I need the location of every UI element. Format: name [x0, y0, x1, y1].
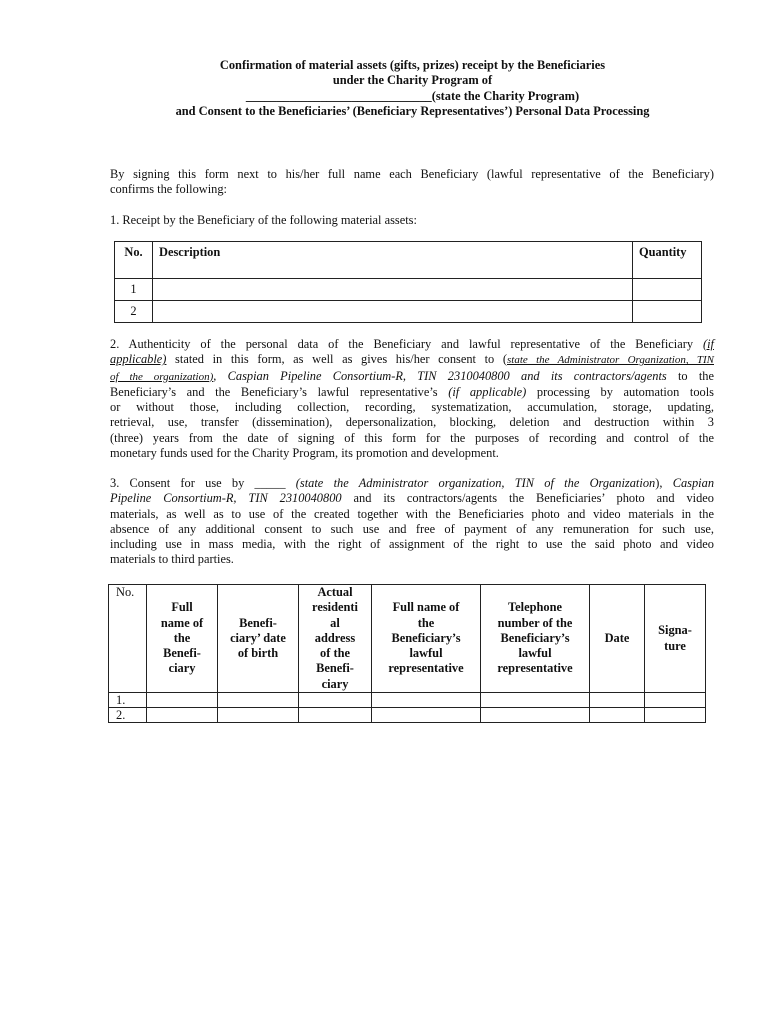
title-line-2: under the Charity Program of: [332, 73, 493, 88]
item-3-paragraph: 3. Consent for use by _____ (state the Administrator organization, TIN of the Organization), Caspian Pipeline Consortium-R, TIN 2310040800 and its contractors/agents the Beneficiaries’ photo and video materials, as well as to use of the created together with the Beneficiaries photo and video materials in the absence of any additional consent to such use and free of payment of any remuneration for such use, including use in mass media, with the right of assignment of the right to use the said photo and video materials to third parties.: [110, 476, 715, 567]
title-line-3: ______________________________(state the Charity Program): [245, 88, 580, 103]
col-description: Description: [153, 242, 633, 279]
full-name-cell[interactable]: [147, 693, 218, 708]
document-title: [110, 58, 715, 120]
row-number: 2.: [109, 708, 147, 723]
date-cell[interactable]: [590, 693, 645, 708]
col-signature: Signa- ture: [645, 585, 706, 693]
item-2-paragraph: 2. Authenticity of the personal data of the Beneficiary and lawful representative of the Beneficiary (if applicable) stated in this form, as well as gives his/her consent to (state the Administrator Organization, TIN of the organization), Caspian Pipeline Consortium-R, TIN 2310040800 and its contractors/agents to the Beneficiary’s and the Beneficiary’s lawful representative’s (if applicable) processing by automation tools or without those, including collection, recording, systematization, accumulation, storage, updating, retrieval, use, transfer (dissemination), depersonalization, blocking, deletion and destruction within 3 (three) years from the date of signing of this form for the purposes of recording and control of the monetary funds used for the Charity Program, its promotion and development.: [110, 337, 714, 461]
col-representative-name: Full name of the Beneficiary’s lawful representative: [372, 585, 481, 693]
col-date-of-birth: Benefi- ciary’ date of birth: [218, 585, 299, 693]
title-line-4: and Consent to the Beneficiaries’ (Beneficiary Representatives’) Personal Data Processing: [175, 104, 650, 119]
col-no: No.: [109, 585, 147, 693]
row-number: 1: [115, 279, 153, 301]
col-date: Date: [590, 585, 645, 693]
signature-cell[interactable]: [645, 708, 706, 723]
col-full-name: Full name of the Benefi- ciary: [147, 585, 218, 693]
intro-paragraph: By signing this form next to his/her full name each Beneficiary (lawful representative of the Beneficiary) confirms the following:: [110, 167, 714, 197]
address-cell[interactable]: [299, 693, 372, 708]
signature-cell[interactable]: [645, 693, 706, 708]
address-cell[interactable]: [299, 708, 372, 723]
beneficiary-table: [108, 584, 706, 723]
description-cell[interactable]: [153, 279, 633, 301]
date-of-birth-cell[interactable]: [218, 693, 299, 708]
col-address: Actual residenti al address of the Benefi- ciary: [299, 585, 372, 693]
quantity-cell[interactable]: [633, 301, 702, 323]
col-quantity: Quantity: [633, 242, 702, 279]
assets-table-header: [115, 242, 702, 279]
table-row: [109, 693, 706, 708]
quantity-cell[interactable]: [633, 279, 702, 301]
table-row: [115, 279, 702, 301]
representative-phone-cell[interactable]: [481, 708, 590, 723]
full-name-cell[interactable]: [147, 708, 218, 723]
row-number: 2: [115, 301, 153, 323]
description-cell[interactable]: [153, 301, 633, 323]
item-1-heading: 1. Receipt by the Beneficiary of the following material assets:: [110, 213, 417, 227]
title-line-1: Confirmation of material assets (gifts, prizes) receipt by the Beneficiaries: [219, 58, 606, 72]
representative-name-cell[interactable]: [372, 693, 481, 708]
representative-name-cell[interactable]: [372, 708, 481, 723]
date-cell[interactable]: [590, 708, 645, 723]
assets-table: [114, 241, 702, 323]
table-row: [109, 708, 706, 723]
date-of-birth-cell[interactable]: [218, 708, 299, 723]
row-number: 1.: [109, 693, 147, 708]
col-no: No.: [115, 242, 153, 279]
representative-phone-cell[interactable]: [481, 693, 590, 708]
beneficiary-table-header: [109, 585, 706, 693]
col-representative-phone: Telephone number of the Beneficiary’s lawful representative: [481, 585, 590, 693]
table-row: [115, 301, 702, 323]
program-blank[interactable]: ______________________________: [245, 88, 432, 103]
